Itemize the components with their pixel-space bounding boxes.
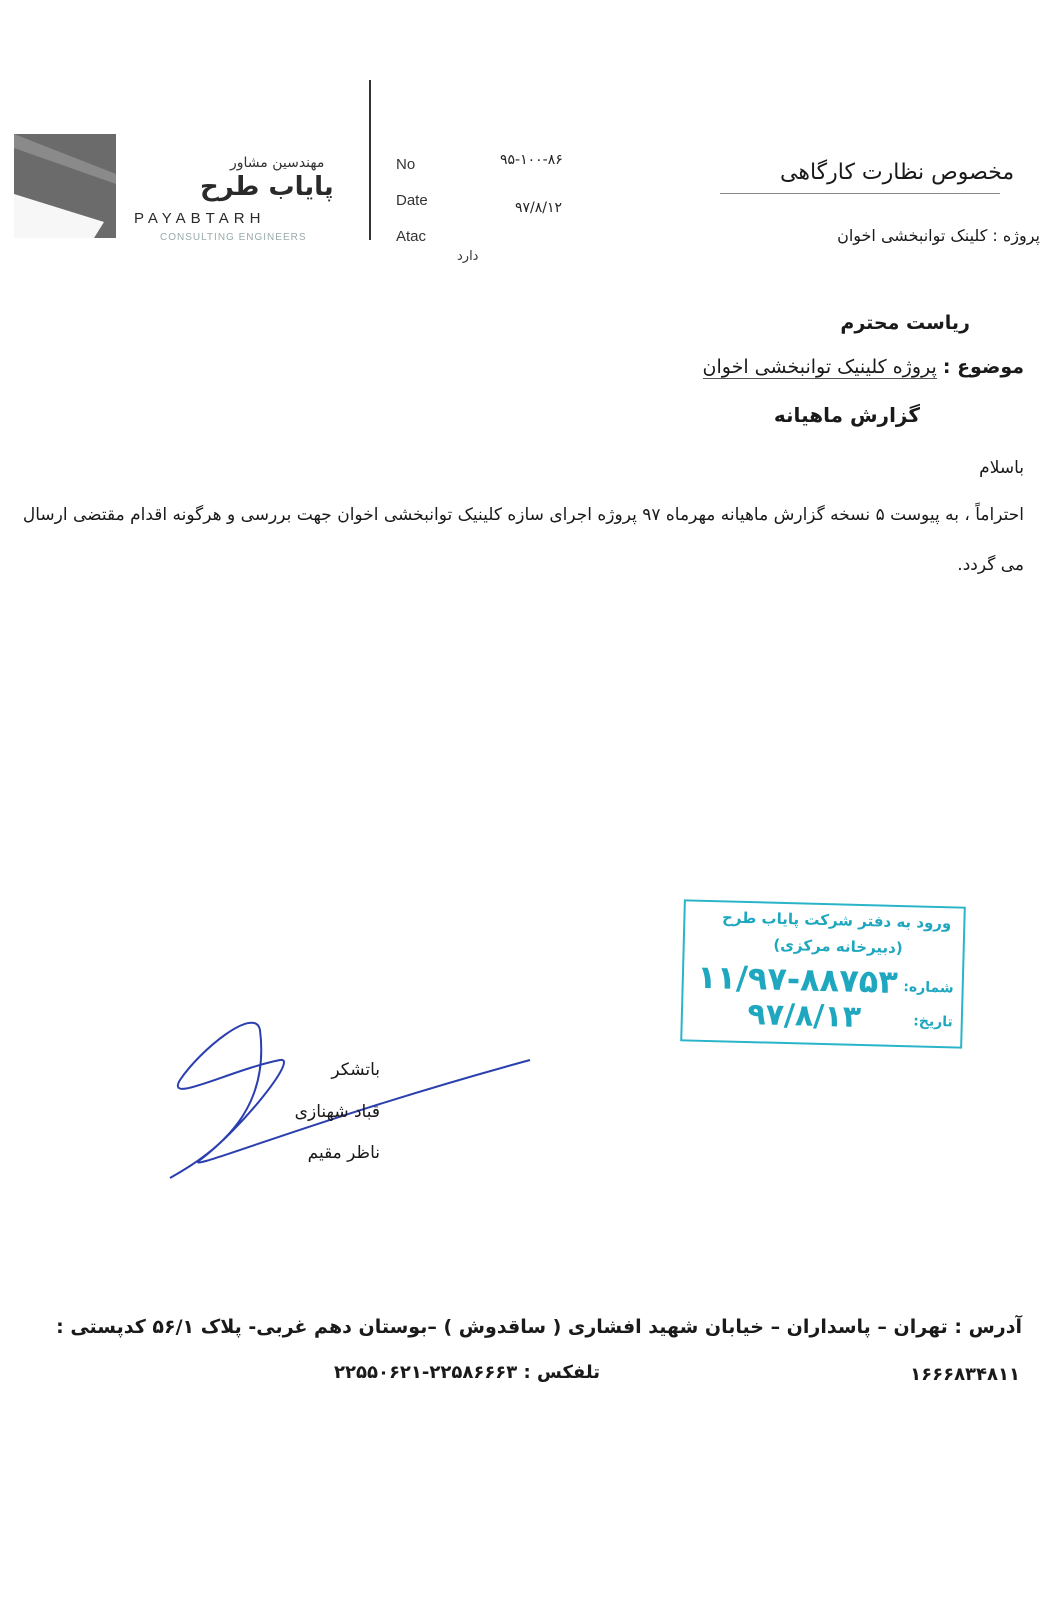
firm-type-label: مهندسین مشاور [230,155,325,171]
stamp-number-label: شماره: [903,979,954,997]
footer-postal-code: ۱۶۶۶۸۳۴۸۱۱ [910,1364,1020,1385]
header-project: پروژه : کلینک توانبخشی اخوان [837,226,1040,245]
footer-address: آدرس : تهران – پاسداران – خیابان شهید افشاری ( ساقدوش ) –بوستان دهم غربی- پلاک ۵۶/۱ کدپستی : [56,1316,1022,1338]
ref-no-value: ۹۵-۱۰۰-۸۶ [500,152,563,168]
subject-value: پروژه کلینیک توانبخشی اخوان [702,356,937,378]
ref-attach-label: Atac [396,228,427,245]
signer-name: قباد شهنازی [294,1102,380,1122]
ref-date-label: Date [396,192,428,209]
stamp-date-value: ۹۷/۸/۱۳ [746,997,862,1036]
stamp-subtitle: (دبیرخانه مرکزی) [773,935,903,958]
footer-fax: تلفکس : ۲۲۵۸۶۶۶۳-۲۲۵۵۰۶۲۱ [334,1362,600,1383]
signature-mark [160,1010,540,1190]
closing-thanks: باتشکر [331,1060,380,1080]
ref-attach-value: دارد [457,249,479,264]
logo-mark-icon [14,134,116,238]
report-title: گزارش ماهیانه [773,403,920,427]
greeting: باسلام [979,458,1024,478]
received-stamp [680,899,966,1048]
header-underline [720,193,1000,194]
signer-role: ناظر مقیم [307,1143,380,1163]
stamp-date-label: تاریخ: [913,1013,953,1031]
stamp-title: ورود به دفتر شرکت پایاب طرح [721,908,952,933]
firm-name-en: PAYABTARH [134,210,266,227]
ref-no-label: No [396,156,416,173]
company-logo [14,134,116,238]
header-title: مخصوص نظارت کارگاهی [780,160,1015,185]
firm-name-fa: پایاب طرح [200,172,334,202]
subject-label: موضوع : [942,356,1024,378]
subject-line [600,356,1024,378]
ref-date-value: ۹۷/۸/۱۲ [515,200,563,216]
salutation: ریاست محترم [840,312,970,334]
firm-subtitle-en: CONSULTING ENGINEERS [160,232,307,243]
stamp-number-value: ۱۱/۹۷-۸۸۷۵۳ [696,957,899,1001]
header-divider [369,80,371,240]
letter-body: احتراماً ، به پیوست ۵ نسخه گزارش ماهیانه مهرماه ۹۷ پروژه اجرای سازه کلینیک توانبخشی اخوان جهت بررسی و هرگونه اقدام مقتضی ارسال می گردد. [22,505,1024,575]
